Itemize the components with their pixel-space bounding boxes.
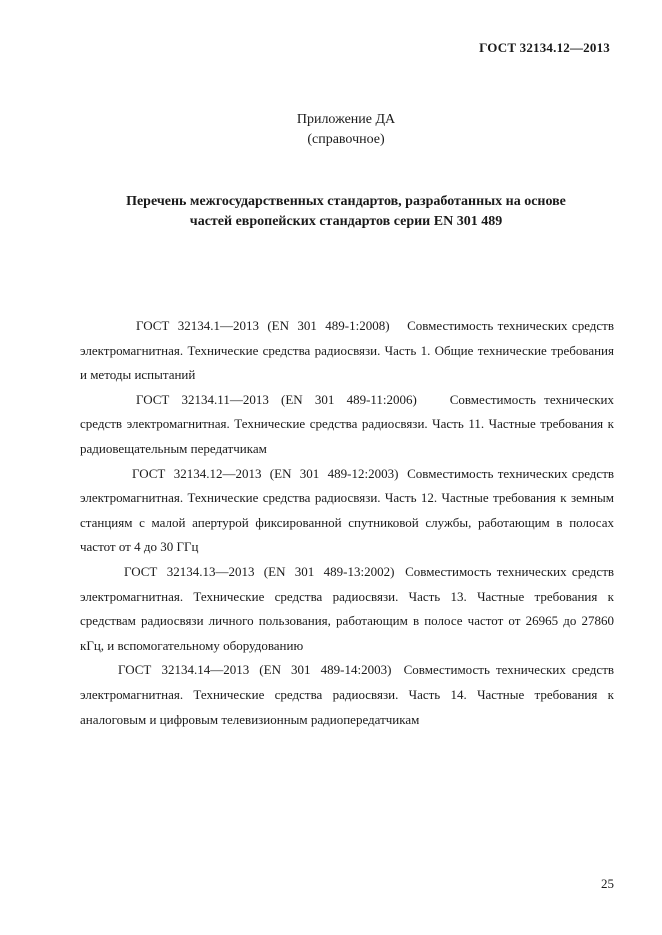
- list-heading: [0, 192, 662, 232]
- page-number: 25: [601, 876, 614, 891]
- list-title-line-1: Перечень межгосударственных стандартов, разработанных на основе: [126, 194, 566, 209]
- list-title-line-2: частей европейских стандартов серии EN 301 489: [189, 214, 503, 229]
- standard-entry: [80, 658, 614, 732]
- standard-entry: [80, 314, 614, 388]
- standard-description: Совместимость технических средств электромагнитная. Технические средства радиосвязи. Часть 12. Частные требования к земным станциям с малой апертурой фиксированной спутниковой службы, работающим в полосах частот от 4 до 30 ГГц: [80, 465, 615, 555]
- standard-code: ГОСТ 32134.11—2013 (EN 301 489-11:2006): [136, 391, 417, 407]
- standard-code: ГОСТ 32134.13—2013 (EN 301 489-13:2002): [124, 563, 395, 579]
- standard-description: Совместимость технических средств электромагнитная. Технические средства радиосвязи. Часть 13. Частные требования к средствам радиосвязи личного пользования, работающим в полосе частот от 26965 до 27860 кГц, и вспомогательному оборудованию: [80, 563, 615, 653]
- standard-code: ГОСТ 32134.14—2013 (EN 301 489-14:2003): [118, 662, 392, 678]
- standard-description: Совместимость технических средств электромагнитная. Технические средства радиосвязи. Часть 11. Частные требования к радиовещательным передатчикам: [80, 391, 615, 456]
- standard-entry: [80, 388, 614, 462]
- annex-title: Приложение ДА: [296, 112, 396, 127]
- standard-code: ГОСТ 32134.12—2013 (EN 301 489-12:2003): [132, 465, 399, 481]
- standard-description: Совместимость технических средств электромагнитная. Технические средства радиосвязи. Часть 1. Общие технические требования и методы испытаний: [80, 318, 615, 383]
- standard-entry: [80, 462, 614, 560]
- standard-code: ГОСТ 32134.1—2013 (EN 301 489-1:2008): [136, 318, 390, 333]
- standards-list: [80, 314, 614, 732]
- standard-entry: [80, 560, 614, 658]
- annex-heading: [0, 110, 662, 150]
- document-header-code: ГОСТ 32134.12—2013: [479, 40, 610, 55]
- annex-subtitle: (справочное): [307, 132, 385, 147]
- standard-description: Совместимость технических средств электромагнитная. Технические средства радиосвязи. Часть 14. Частные требования к аналоговым и цифровым телевизионным радиопередатчикам: [80, 662, 615, 727]
